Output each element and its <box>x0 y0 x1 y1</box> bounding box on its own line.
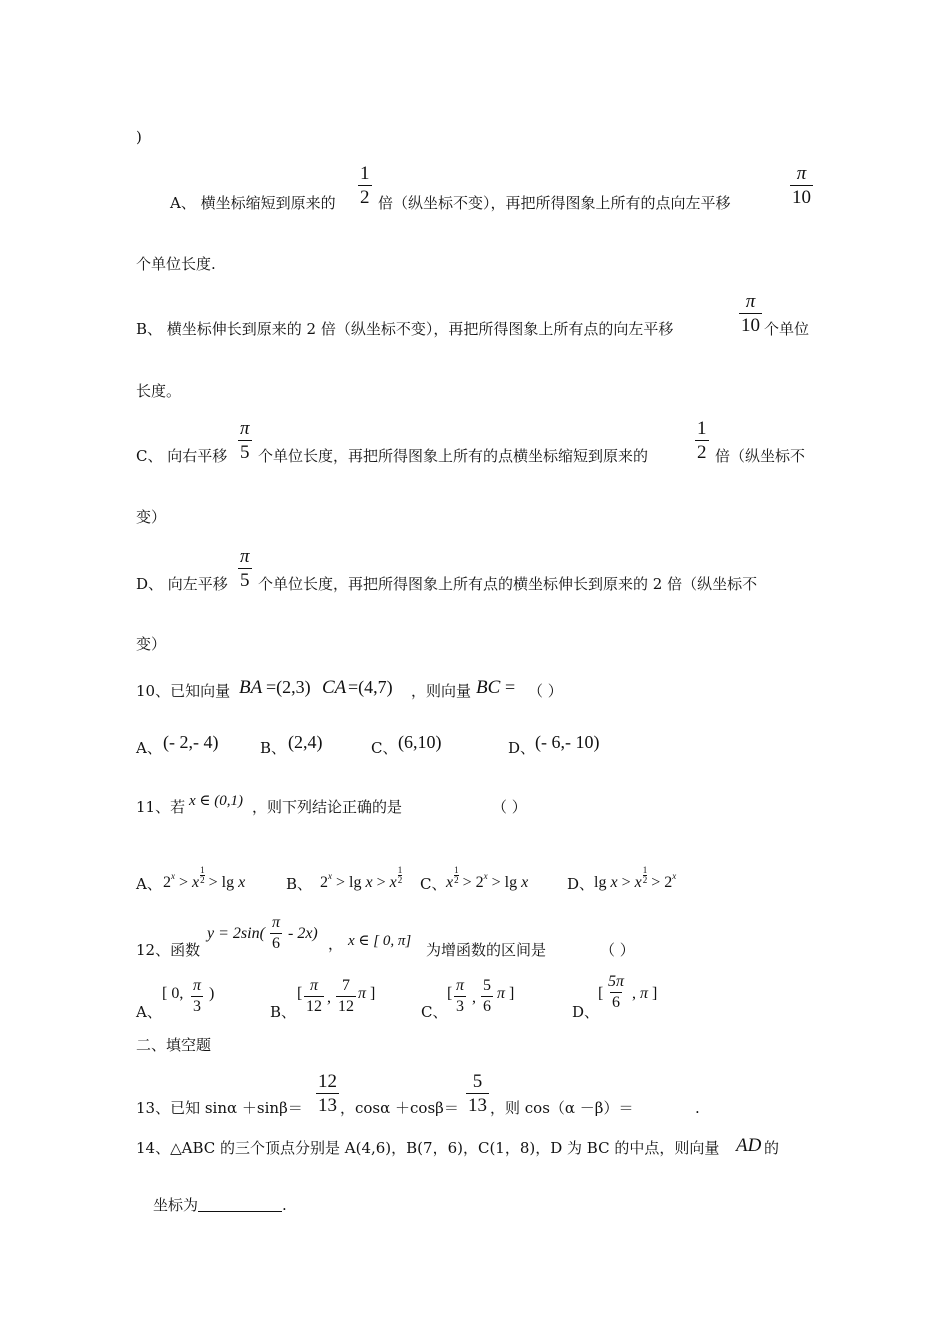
section-heading: 二、填空题 <box>136 1036 212 1054</box>
q12-option-d-label: D、 <box>572 1003 600 1021</box>
comma: , <box>472 989 476 1006</box>
option-c-text-3: 倍（纵坐标不 <box>715 447 806 465</box>
q11-option-c-label: C、 <box>420 875 447 893</box>
q11-condition: x ∈ (0,1) <box>189 793 244 809</box>
q12-option-a-open: [ 0, <box>162 985 184 1002</box>
q12-domain: x ∈ [ 0, π] <box>348 933 412 949</box>
q11-option-b-expr: $2^x > \lg x > x$ $\frac{1}{2}$ <box>320 865 403 891</box>
q12-function: y = 2sin( <box>207 925 265 942</box>
fraction-pi-over-10: $\frac{\pi}{10}$ <box>741 291 760 336</box>
q14-stem: 14、△ABC 的三个顶点分别是 A(4,6)，B(7，6)，C(1，8)，D 为 BC 的中点，则向量 <box>136 1139 720 1157</box>
option-a-text-3: 个单位长度. <box>136 255 216 273</box>
option-a-text: A、 横坐标缩短到原来的 <box>170 194 336 212</box>
vector-ba: BA <box>239 677 263 698</box>
text-line: ) <box>136 128 142 146</box>
q12-option-d-open: [ <box>598 985 604 1002</box>
comma: ， <box>328 935 344 953</box>
q12-option-a-label: A、 <box>136 1003 162 1021</box>
q13-stem-2: ，cosα ＋cosβ＝ <box>340 1099 459 1117</box>
answer-blank[interactable] <box>198 1197 282 1212</box>
q11-option-b-label: B、 <box>286 875 313 893</box>
comma: , <box>327 989 331 1006</box>
option-c-text-2: 个单位长度，再把所得图象上所有的点横坐标缩短到原来的 <box>258 447 649 465</box>
q10-stem-2: ，则向量 <box>411 682 472 700</box>
vector-ad: AD <box>736 1135 762 1156</box>
option-d-text-2: 个单位长度，再把所得图象上所有点的横坐标伸长到原来的 2 倍（纵坐标不 <box>258 575 758 593</box>
fraction-7-over-12: $\frac{7}{12}$ <box>338 977 354 1015</box>
q12-stem-2: 为增函数的区间是 <box>426 941 547 959</box>
q12-option-b-label: B、 <box>270 1003 297 1021</box>
option-c-text: C、 向右平移 <box>136 447 228 465</box>
q12-option-c-label: C、 <box>421 1003 448 1021</box>
q11-stem-2: ，则下列结论正确的是 <box>252 798 403 816</box>
q13-period: . <box>695 1099 700 1117</box>
answer-paren: （ ） <box>600 941 635 959</box>
q12-option-b-close: π ] <box>358 985 376 1002</box>
vector-ca: CA <box>322 677 347 698</box>
q12-function-2: - 2x) <box>288 925 318 942</box>
q11-option-d-label: D、 <box>567 875 595 893</box>
fraction-pi-over-12: $\frac{\pi}{12}$ <box>306 977 322 1015</box>
q11-option-c-expr: x $\frac{1}{2}$ > $2^x > \lg x$ <box>446 865 529 891</box>
fraction-pi-over-6: $\frac{\pi}{6}$ <box>272 914 281 952</box>
q10-option-b-label: B、 <box>260 739 287 757</box>
option-a-text-2: 倍（纵坐标不变），再把所得图象上所有的点向左平移 <box>378 194 731 212</box>
fraction-5-over-6: $\frac{5}{6}$ <box>483 977 491 1015</box>
fraction-pi-over-3: $\frac{\pi}{3}$ <box>193 977 202 1015</box>
fraction-5pi-over-6: $\frac{5\pi}{6}$ <box>608 973 625 1011</box>
fraction-5-over-13: $\frac{5}{13}$ <box>468 1071 487 1116</box>
option-b-text-3: 长度。 <box>136 382 182 400</box>
vector-bc: BC <box>476 677 501 698</box>
q14-stem-3: 坐标为 . <box>153 1196 287 1214</box>
option-b-text-2: 个单位 <box>764 320 810 338</box>
q12-option-b-open: [ <box>297 985 303 1002</box>
q10-option-d-value: (- 6,- 10) <box>535 732 600 752</box>
q12-stem: 12、函数 <box>136 941 201 959</box>
answer-paren: （ ） <box>528 682 563 700</box>
answer-paren: （ ） <box>492 798 527 816</box>
q13-stem-3: ，则 cos（α －β）＝ <box>490 1099 634 1117</box>
equals-sign: = <box>505 677 516 697</box>
q11-stem: 11、若 <box>136 798 186 816</box>
vector-ca-value: =(4,7) <box>348 677 393 697</box>
q10-option-d-label: D、 <box>508 739 536 757</box>
q10-option-b-value: (2,4) <box>288 732 323 752</box>
q13-stem: 13、已知 sinα ＋sinβ＝ <box>136 1099 303 1117</box>
q10-stem: 10、已知向量 <box>136 682 231 700</box>
vector-ba-value: =(2,3) <box>266 677 311 697</box>
q10-option-a-label: A、 <box>136 739 162 757</box>
option-b-text: B、 横坐标伸长到原来的 2 倍（纵坐标不变），再把所得图象上所有点的向左平移 <box>136 320 674 338</box>
q10-option-a-value: (- 2,- 4) <box>163 732 219 752</box>
q12-option-c-close: π ] <box>497 985 515 1002</box>
fraction-pi-over-5: $\frac{\pi}{5}$ <box>240 546 250 591</box>
option-d-text-3: 变） <box>136 635 167 653</box>
q11-option-a-expr: $2^x > x$ $\frac{1}{2}$ > lg x <box>163 865 246 891</box>
option-d-text: D、 向左平移 <box>136 575 228 593</box>
q12-option-c-open: [ <box>447 985 453 1002</box>
q11-option-a-label: A、 <box>136 875 162 893</box>
fraction-one-half: $\frac{1}{2}$ <box>697 418 707 463</box>
q12-option-a-close: ) <box>209 985 215 1002</box>
fraction-pi-over-10: $\frac{\pi}{10}$ <box>792 163 811 208</box>
option-c-text-4: 变） <box>136 508 167 526</box>
fraction-pi-over-5: $\frac{\pi}{5}$ <box>240 418 250 463</box>
q11-option-d-expr: lg x > x $\frac{1}{2}$ > $2^x$ <box>594 865 677 891</box>
q10-option-c-value: (6,10) <box>398 732 442 752</box>
fraction-pi-over-3: $\frac{\pi}{3}$ <box>456 977 465 1015</box>
q10-option-c-label: C、 <box>371 739 398 757</box>
q14-stem-2: 的 <box>764 1139 780 1157</box>
fraction-one-half: $\frac{1}{2}$ <box>360 163 370 208</box>
q12-option-d-close: , π ] <box>632 985 658 1002</box>
fraction-12-over-13: $\frac{12}{13}$ <box>318 1071 337 1116</box>
